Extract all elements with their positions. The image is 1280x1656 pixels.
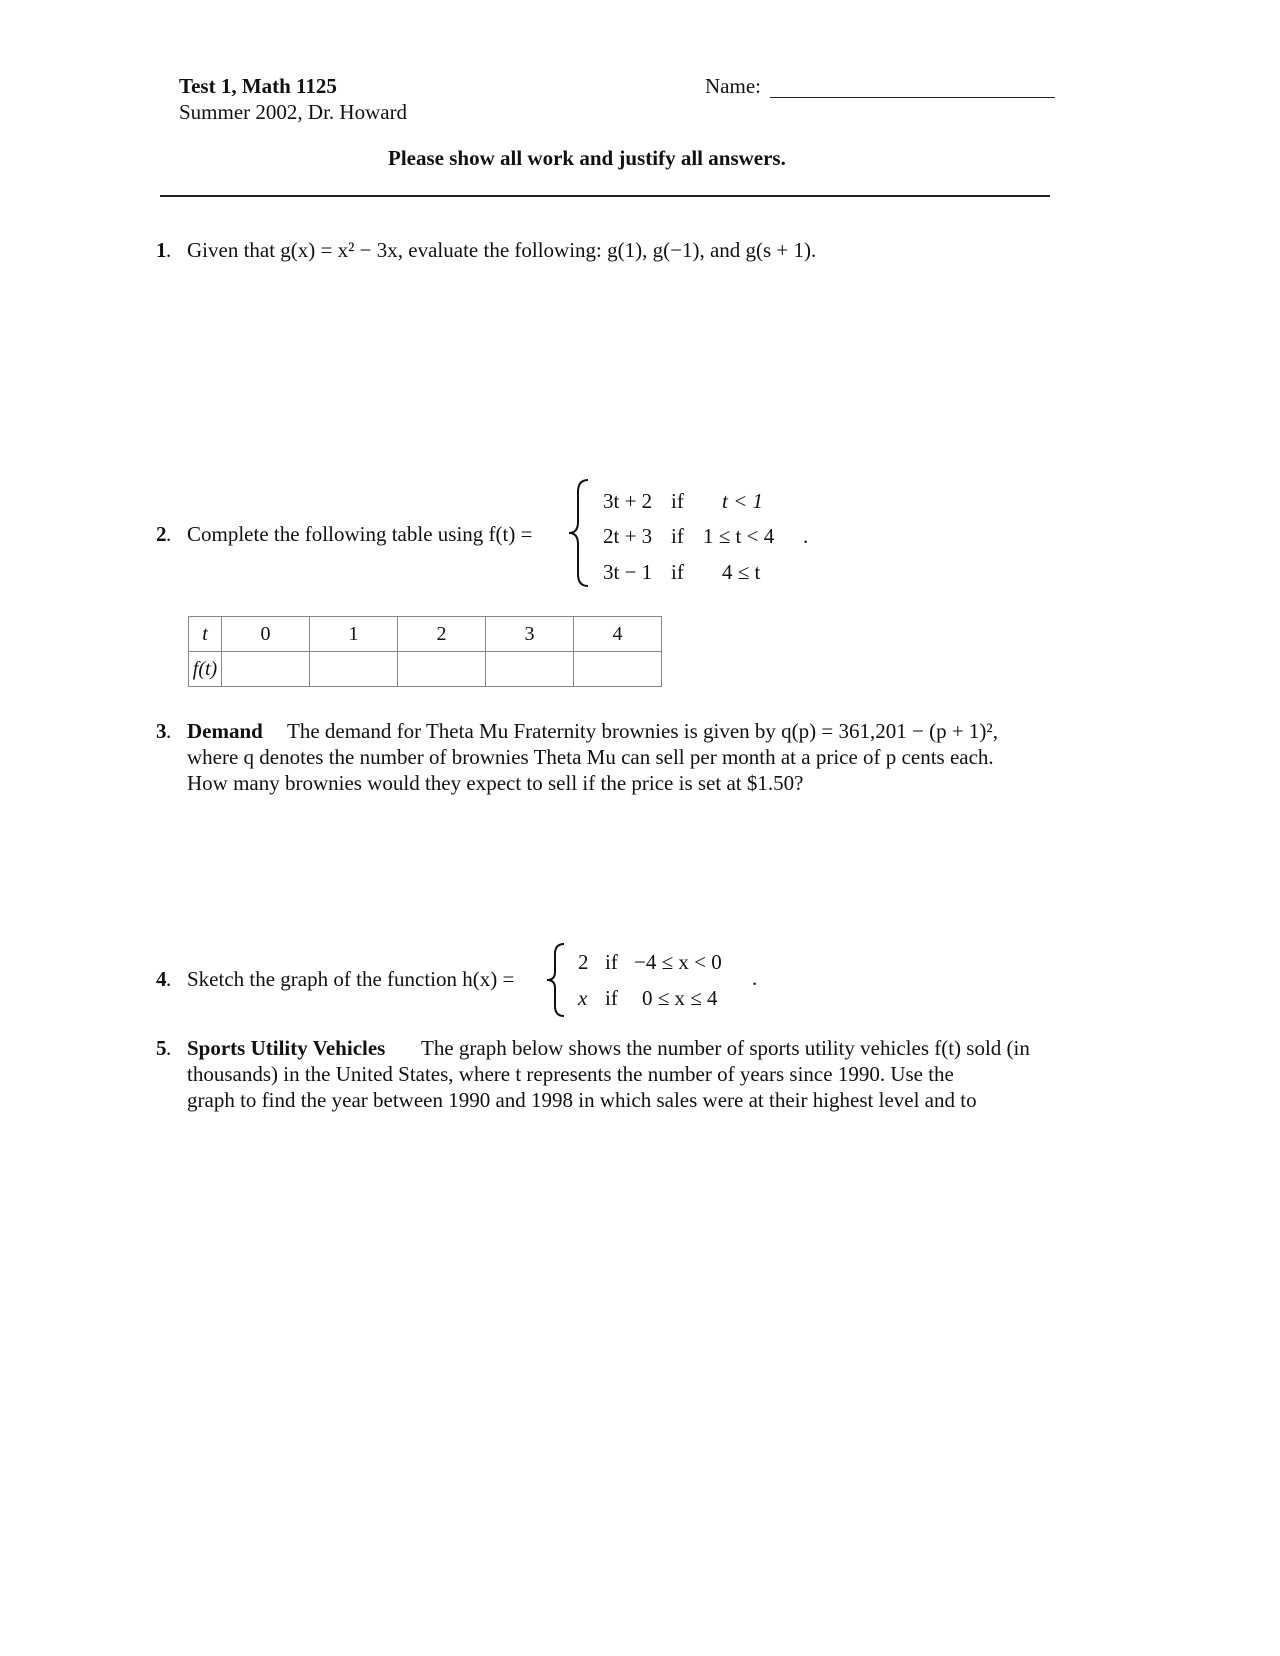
q4-case-1-cond: −4 ≤ x < 0 — [634, 950, 722, 974]
header-divider — [160, 195, 1050, 197]
table-answer-cell[interactable] — [310, 652, 398, 687]
q2-case-3-expr: 3t − 1 — [603, 560, 653, 584]
exam-title: Test 1, Math 1125 — [179, 74, 337, 98]
q1-text: Given that g(x) = x² − 3x, evaluate the following: g(1), g(−1), and g(s + 1). — [187, 238, 817, 262]
left-brace-icon — [566, 478, 592, 588]
q5-line-2: thousands) in the United States, where t represents the number of years since 1990. Use the — [187, 1062, 954, 1086]
table-cell: 2 — [398, 617, 486, 652]
q3-title: Demand — [187, 719, 263, 743]
q4-case-1-if: if — [605, 950, 618, 974]
q4-text: Sketch the graph of the function h(x) = — [187, 967, 515, 991]
q2-case-1-if: if — [671, 489, 684, 513]
q2-case-2-cond: 1 ≤ t < 4 — [703, 524, 775, 548]
instructions: Please show all work and justify all answers. — [388, 146, 786, 170]
q2-case-3-if: if — [671, 560, 684, 584]
table-header-t: t — [189, 617, 222, 652]
q5-line-1: The graph below shows the number of sports utility vehicles f(t) sold (in — [421, 1036, 1030, 1060]
table-answer-cell[interactable] — [222, 652, 310, 687]
q2-text: Complete the following table using f(t) = — [187, 522, 533, 546]
q4-case-2-expr: x — [578, 986, 588, 1010]
name-blank-line — [770, 97, 1055, 98]
q2-case-2-expr: 2t + 3 — [603, 524, 653, 548]
name-label: Name: — [705, 74, 761, 98]
exam-subtitle: Summer 2002, Dr. Howard — [179, 100, 408, 124]
q5-line-3: graph to find the year between 1990 and 1998 in which sales were at their highest level and to — [187, 1088, 977, 1112]
exam-page: Test 1, Math 1125 Summer 2002, Dr. Howard Name: Please show all work and justify all answers. 1 . Given that g(x) = x² − 3x, evaluate the following: g(1), g(−1), and g(s + 1). 2 . Complete the following table using f(t) = 3t + 2 if t < 1 2t + 3 if 1 ≤ t < 4 . 3t − 1 if 4 ≤ t t 0 1 2 3 4 f(t) 3 . Demand The demand for Theta Mu Fraternity brownies is given by q(p) = 361,201 − (p + 1)², where q denotes the number of brownies Theta Mu can sell per month at a price of p cents each. How many brownies would they expect to sell if the price is set at $1.50? 4 . Sketch the graph of the function h(x) = 2 if −4 ≤ x < 0 x if 0 ≤ x ≤ 4 . 5 . Sports Utility Vehicles The graph below shows the number of sports utility vehicles f(t) sold (in thousands) in the United States, where t represents the number of years since 1990. Use the graph to find the year between 1990 and 1998 in which sales were at their highest level and to — [0, 0, 1280, 1656]
table-cell: 1 — [310, 617, 398, 652]
table-cell: 0 — [222, 617, 310, 652]
q1-number: 1 — [156, 238, 167, 262]
q3-line-1: The demand for Theta Mu Fraternity brownies is given by q(p) = 361,201 − (p + 1)², — [287, 719, 998, 743]
left-brace-icon — [544, 942, 568, 1018]
q2-case-1-cond: t < 1 — [722, 489, 764, 513]
q2-case-3-cond: 4 ≤ t — [722, 560, 761, 584]
q4-end: . — [752, 966, 758, 990]
table-header-ft: f(t) — [189, 652, 222, 687]
q3-line-2: where q denotes the number of brownies Theta Mu can sell per month at a price of p cents each. — [187, 745, 994, 769]
table-answer-cell[interactable] — [574, 652, 662, 687]
q5-number: 5 — [156, 1036, 167, 1060]
q4-case-2-if: if — [605, 986, 618, 1010]
table-row — [189, 617, 662, 652]
q2-case-2-if: if — [671, 524, 684, 548]
q4-case-1-expr: 2 — [578, 950, 589, 974]
q3-number: 3 — [156, 719, 167, 743]
table-row — [189, 652, 662, 687]
q4-case-2-cond: 0 ≤ x ≤ 4 — [642, 986, 718, 1010]
q2-end: . — [803, 524, 809, 548]
table-answer-cell[interactable] — [398, 652, 486, 687]
q3-line-3: How many brownies would they expect to sell if the price is set at $1.50? — [187, 771, 804, 795]
table-cell: 3 — [486, 617, 574, 652]
q2-number: 2 — [156, 522, 167, 546]
table-answer-cell[interactable] — [486, 652, 574, 687]
q2-table — [188, 616, 662, 687]
q5-title: Sports Utility Vehicles — [187, 1036, 386, 1060]
q2-case-1-expr: 3t + 2 — [603, 489, 653, 513]
q4-number: 4 — [156, 967, 167, 991]
table-cell: 4 — [574, 617, 662, 652]
